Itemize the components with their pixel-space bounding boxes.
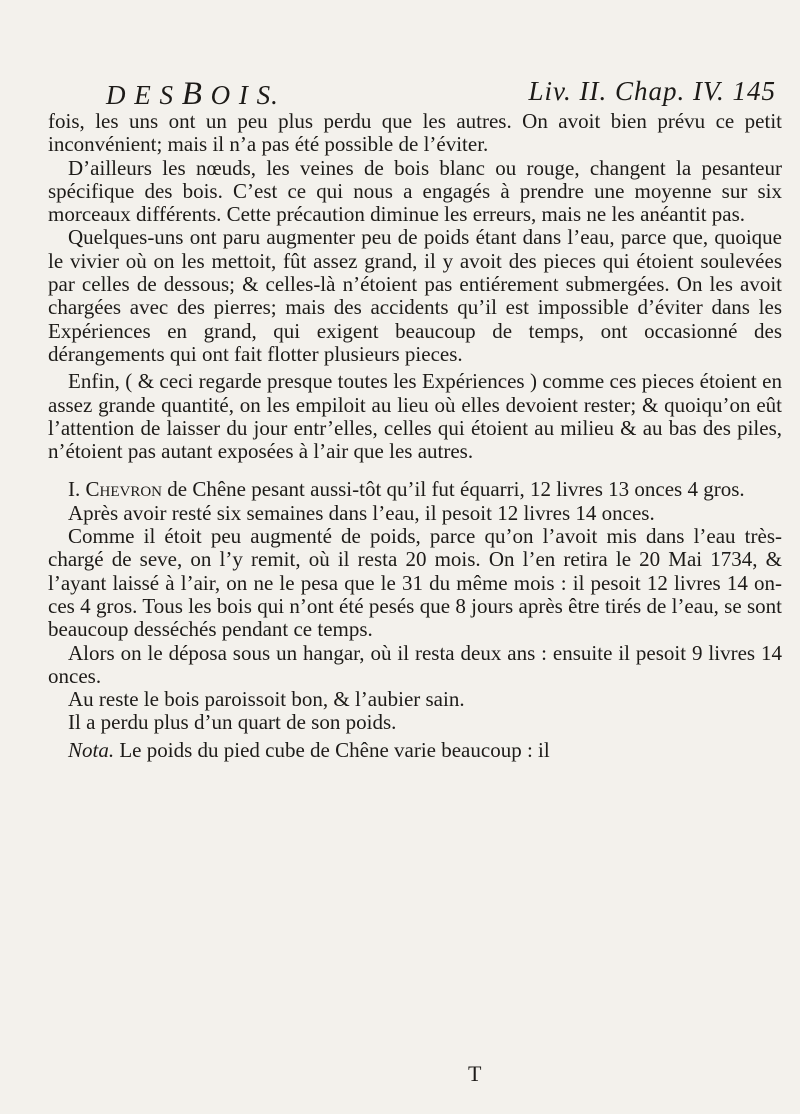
body-text	[48, 110, 782, 762]
running-header	[86, 76, 776, 112]
nota-paragraph	[48, 739, 782, 762]
paragraph: Au reste le bois paroissoit bon, & l’aubier sain.	[68, 687, 465, 712]
nota-label: Nota.	[68, 737, 115, 762]
paragraph: Comme il étoit peu augmenté de poids, parce qu’on l’avoit mis dans l’eau très-chargé de seve, on l’y remit, où il resta 20 mois. On l’en retira le 20 Mai 1734, & l’ayant laissé à l’air, on ne le pesa que le 31 du même mois : il pesoit 12 livres 14 onces 4 gros. Tous les bois qui n’ont été pesés que 8 jours après être tirés de l’eau, se sont beaucoup desséchés pendant ce temps.	[48, 524, 782, 642]
paragraph: Quelques-uns ont paru augmenter peu de poids étant dans l’eau, parce que, quoique le vivier où on les mettoit, fût assez grand, il y avoit des pieces qui étoient soulevées par celles de dessous; & celles-là n’étoient pas entiérement submergées. On les avoit chargées avec des pierres; mais des accidents qu’il est impossible d’éviter dans les Expériences en grand, qui exigent beaucoup de temps, ont occasionné des dérangements qui ont fait flotter plusieurs pieces.	[48, 225, 782, 366]
paragraph: Après avoir resté six semaines dans l’eau, il pesoit 12 livres 14 onces.	[68, 500, 655, 525]
paragraph: fois, les uns ont un peu plus perdu que les autres. On avoit bien prévu ce petit inconvénient; mais il n’a pas été possible de l’éviter.	[48, 109, 782, 157]
paragraph: Il a perdu plus d’un quart de son poids.	[68, 710, 397, 735]
header-title	[106, 76, 279, 113]
paragraph: Alors on le déposa sous un hangar, où il resta deux ans : ensuite il pesoit 9 livres 14 onces.	[48, 640, 782, 688]
header-title-part2: O I S.	[202, 80, 279, 110]
chevron-entry	[48, 478, 782, 501]
catchword: T	[468, 1061, 482, 1086]
paragraph: Enfin, ( & ceci regarde presque toutes les Expériences ) comme ces pieces étoient en assez grande quantité, on les empiloit au lieu où elles devoient rester; & quoiqu’on eût l’attention de laisser du jour entr’elles, celles qui étoient au milieu & au bas des piles, n’étoient pas autant exposées à l’air que les autres.	[48, 369, 782, 464]
entry-heading: I. Chevron	[68, 477, 162, 502]
nota-text: Le poids du pied cube de Chêne varie beaucoup : il	[114, 737, 550, 762]
header-title-initial: B	[181, 76, 203, 112]
header-chapter-page: Liv. II. Chap. IV. 145	[528, 76, 776, 106]
entry-text: de Chêne pesant aussi-tôt qu’il fut équarri, 12 livres 13 onces 4 gros.	[162, 477, 745, 502]
paragraph: D’ailleurs les nœuds, les veines de bois blanc ou rouge, changent la pesanteur spécifique des bois. C’est ce qui nous a engagés à prendre une moyenne sur six morceaux différents. Cette précaution diminue les erreurs, mais ne les anéantit pas.	[48, 155, 782, 227]
header-title-part1: D E S	[106, 80, 182, 110]
